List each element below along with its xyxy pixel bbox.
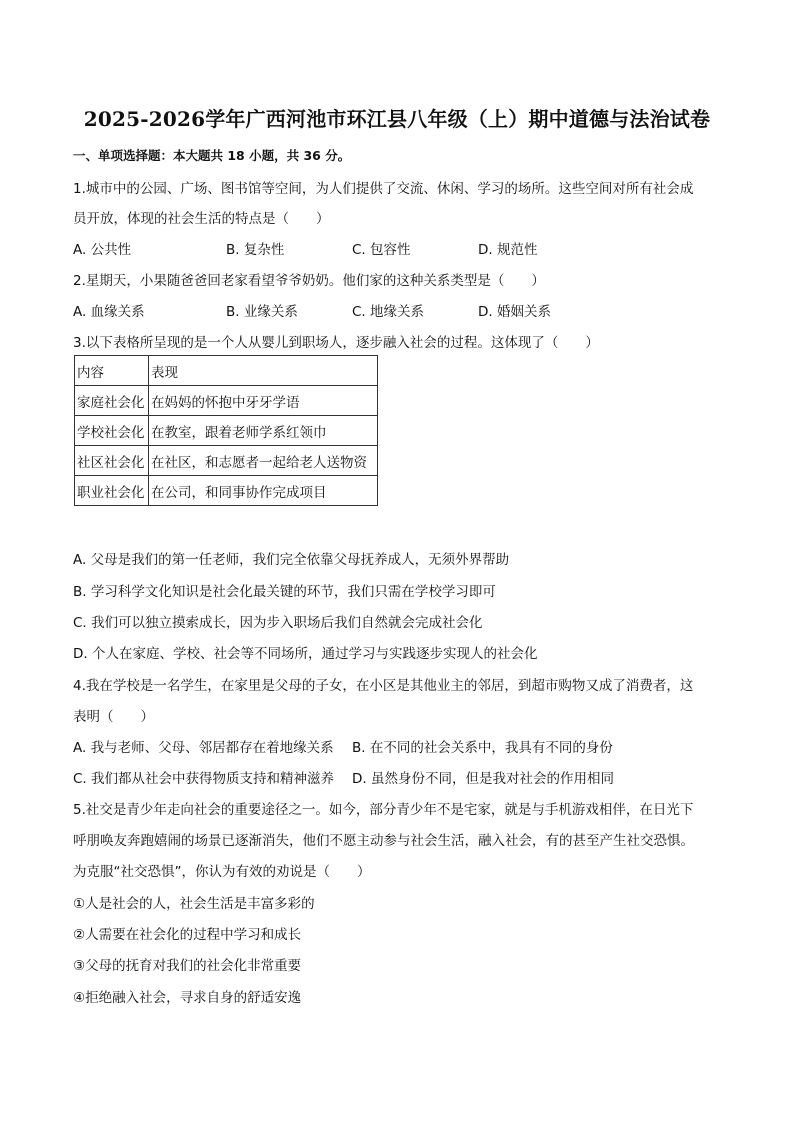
table-row — [75, 476, 378, 506]
q4-option-d: D. 虽然身份不同，但是我对社会的作用相同 — [352, 771, 614, 787]
q4-stem-line1: 4.我在学校是一名学生，在家里是父母的子女，在小区是其他业主的邻居，到超市购物又成了消费者，这 — [73, 678, 694, 694]
q3-option-d: D. 个人在家庭、学校、社会等不同场所，通过学习与实践逐步实现人的社会化 — [73, 646, 538, 662]
section-heading: 一、单项选择题：本大题共 18 小题，共 36 分。 — [73, 148, 351, 163]
q3-option-a: A. 父母是我们的第一任老师，我们完全依靠父母抚养成人，无须外界帮助 — [73, 552, 510, 568]
q3-stem: 3.以下表格所呈现的是一个人从婴儿到职场人，逐步融入社会的过程。这体现了（ ） — [73, 335, 599, 351]
q1-option-d: D. 规范性 — [478, 242, 538, 258]
q2-stem: 2.星期天，小果随爸爸回老家看望爷爷奶奶。他们家的这种关系类型是（ ） — [73, 273, 545, 289]
q2-option-a: A. 血缘关系 — [73, 304, 145, 320]
table-cell: 在公司，和同事协作完成项目 — [149, 476, 378, 506]
q5-stem-line1: 5.社交是青少年走向社会的重要途径之一。如今，部分青少年不是宅家，就是与手机游戏相伴，在日光下 — [73, 802, 694, 818]
q2-option-c: C. 地缘关系 — [352, 304, 425, 320]
table-header-row — [75, 356, 378, 386]
q3-option-b: B. 学习科学文化知识是社会化最关键的环节，我们只需在学校学习即可 — [73, 584, 496, 600]
q1-option-c: C. 包容性 — [352, 242, 411, 258]
q1-stem-line2: 员开放，体现的社会生活的特点是（ ） — [73, 211, 330, 227]
q1-option-a: A. 公共性 — [73, 242, 132, 258]
socialization-table — [74, 355, 378, 506]
q4-option-b: B. 在不同的社会关系中，我具有不同的身份 — [352, 740, 613, 756]
q2-option-b: B. 业缘关系 — [226, 304, 298, 320]
table-row — [75, 446, 378, 476]
table-row — [75, 386, 378, 416]
q4-option-c: C. 我们都从社会中获得物质支持和精神滋养 — [73, 771, 335, 787]
q4-option-a: A. 我与老师、父母、邻居都存在着地缘关系 — [73, 740, 334, 756]
table-header-cell: 表现 — [149, 356, 378, 386]
table-cell: 家庭社会化 — [75, 386, 149, 416]
exam-title: 2025-2026学年广西河池市环江县八年级（上）期中道德与法治试卷 — [83, 107, 711, 131]
q5-item-3: ③父母的抚育对我们的社会化非常重要 — [73, 958, 302, 974]
q3-option-c: C. 我们可以独立摸索成长，因为步入职场后我们自然就会完成社会化 — [73, 615, 483, 631]
table-cell: 学校社会化 — [75, 416, 149, 446]
table-cell: 在妈妈的怀抱中牙牙学语 — [149, 386, 378, 416]
q5-item-2: ②人需要在社会化的过程中学习和成长 — [73, 927, 302, 943]
q5-stem-line3: 为克服“社交恐惧”，你认为有效的劝说是（ ） — [73, 864, 371, 880]
table-cell: 职业社会化 — [75, 476, 149, 506]
table-header-cell: 内容 — [75, 356, 149, 386]
q5-item-1: ①人是社会的人，社会生活是丰富多彩的 — [73, 896, 315, 912]
table-row — [75, 416, 378, 446]
q5-item-4: ④拒绝融入社会，寻求自身的舒适安逸 — [73, 990, 302, 1006]
table-cell: 在社区，和志愿者一起给老人送物资 — [149, 446, 378, 476]
q4-stem-line2: 表明（ ） — [73, 709, 154, 725]
q5-stem-line2: 呼朋唤友奔跑嬉闹的场景已逐渐消失，他们不愿主动参与社会生活，融入社会，有的甚至产生社交恐惧。 — [73, 833, 694, 849]
table-cell: 社区社会化 — [75, 446, 149, 476]
q2-option-d: D. 婚姻关系 — [478, 304, 551, 320]
q1-option-b: B. 复杂性 — [226, 242, 285, 258]
table-cell: 在教室，跟着老师学系红领巾 — [149, 416, 378, 446]
q1-stem-line1: 1.城市中的公园、广场、图书馆等空间，为人们提供了交流、休闲、学习的场所。这些空间对所有社会成 — [73, 181, 694, 197]
